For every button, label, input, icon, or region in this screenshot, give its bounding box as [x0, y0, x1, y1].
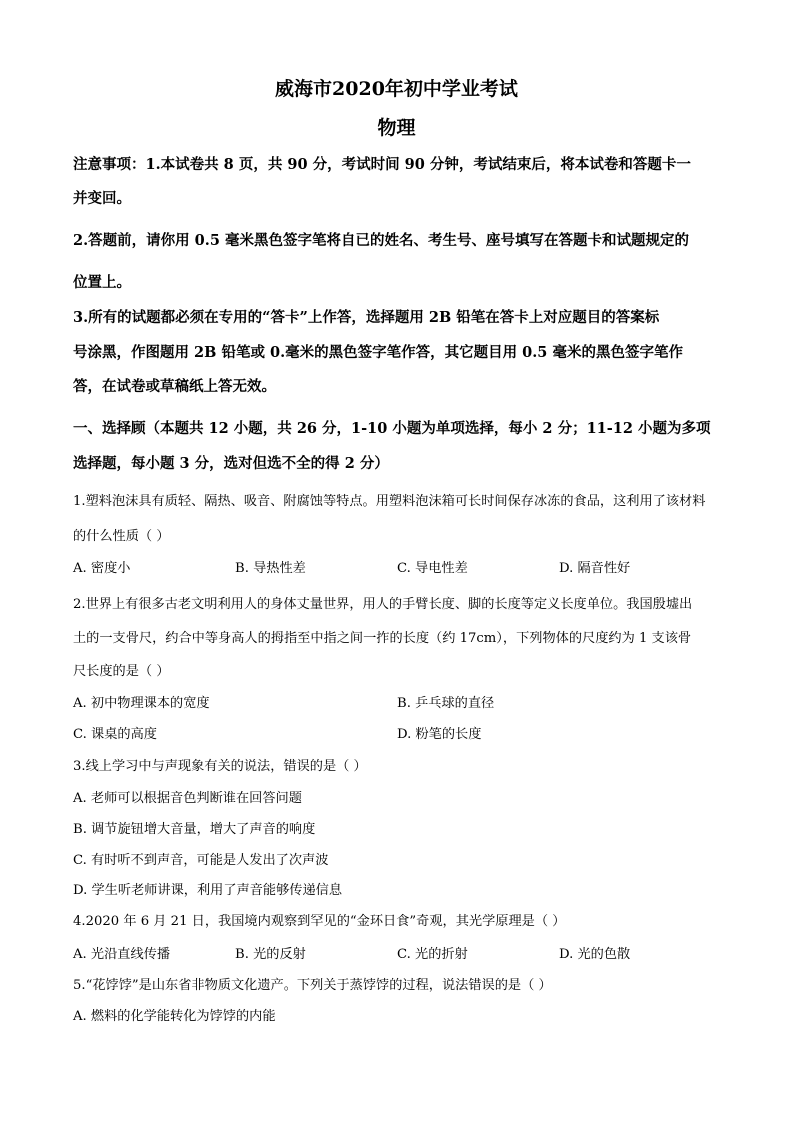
notice-line: 答，在试卷或草稿纸上答无效。 [73, 378, 276, 395]
q1-option-d: D. 隔音性好 [559, 561, 631, 576]
q2-option-b: B. 乒乓球的直径 [397, 696, 495, 711]
q4-option-c: C. 光的折射 [397, 947, 468, 962]
q3-option-c: C. 有时听不到声音，可能是人发出了次声波 [73, 853, 329, 868]
notice-line: 2.答题前，请你用 0.5 毫米黑色签字笔将自已的姓名、考生号、座号填写在答题卡和试题规定的 [73, 232, 689, 249]
question-3-stem: 3.线上学习中与声现象有关的说法，错误的是（ ） [73, 759, 367, 774]
q3-option-d: D. 学生听老师讲课，利用了声音能够传递信息 [73, 883, 343, 898]
question-5-stem: 5.“花饽饽”是山东省非物质文化遗产。下列关于蒸饽饽的过程，说法错误的是（ ） [73, 978, 552, 993]
notice-line: 3.所有的试题都必须在专用的“答卡”上作答，选择题用 2B 铅笔在答卡上对应题目的答案标 [73, 309, 660, 326]
q1-option-b: B. 导热性差 [235, 561, 306, 576]
notice-line: 位置上。 [73, 274, 131, 291]
q1-option-a: A. 密度小 [73, 561, 131, 576]
notice-line: 号涂黑，作图题用 2B 铅笔或 0.毫米的黑色签字笔作答，其它题目用 0.5 毫米的黑色签字笔作 [73, 344, 683, 361]
question-2-stem: 尺长度的是（ ） [73, 664, 170, 679]
section-heading: 选择题，每小题 3 分，选对但选不全的得 2 分） [73, 455, 389, 472]
q2-option-a: A. 初中物理课本的宽度 [73, 696, 210, 711]
q2-option-d: D. 粉笔的长度 [397, 727, 482, 742]
notice-line: 并变回。 [73, 190, 131, 207]
question-4-stem: 4.2020 年 6 月 21 日，我国境内观察到罕见的“金环日食”奇观，其光学原理是（ ） [73, 914, 566, 929]
exam-title: 威海市2020年初中学业考试 [275, 78, 518, 100]
notice-line: 注意事项：1.本试卷共 8 页，共 90 分，考试时间 90 分钟，考试结束后，将本试卷和答题卡一 [73, 156, 691, 173]
q5-option-a: A. 燃料的化学能转化为饽饽的内能 [73, 1009, 276, 1024]
question-2-stem: 2.世界上有很多古老文明利用人的身体丈量世界，用人的手臂长度、脚的长度等定义长度单位。我国殷墟出 [73, 597, 693, 612]
question-1-stem: 1.塑料泡沫具有质轻、隔热、吸音、附腐蚀等特点。用塑料泡沫箱可长时间保存冰冻的食品，这利用了该材料 [73, 494, 706, 509]
q4-option-d: D. 光的色散 [559, 947, 631, 962]
q3-option-a: A. 老师可以根据音色判断谁在回答问题 [73, 791, 302, 806]
q4-option-b: B. 光的反射 [235, 947, 306, 962]
q2-option-c: C. 课桌的高度 [73, 727, 157, 742]
question-1-stem: 的什么性质（ ） [73, 529, 170, 544]
section-heading: 一、选择顾（本题共 12 小题，共 26 分，1-10 小题为单项选择，每小 2 分；11-12 小题为多项 [73, 420, 711, 437]
question-2-stem: 土的一支骨尺，约合中等身高人的拇指至中指之间一拃的长度（约 17cm），下列物体的尺度约为 1 支该骨 [73, 631, 692, 646]
q3-option-b: B. 调节旋钮增大音量，增大了声音的响度 [73, 822, 316, 837]
q1-option-c: C. 导电性差 [397, 561, 468, 576]
subject-title: 物理 [377, 117, 416, 139]
q4-option-a: A. 光沿直线传播 [73, 947, 171, 962]
